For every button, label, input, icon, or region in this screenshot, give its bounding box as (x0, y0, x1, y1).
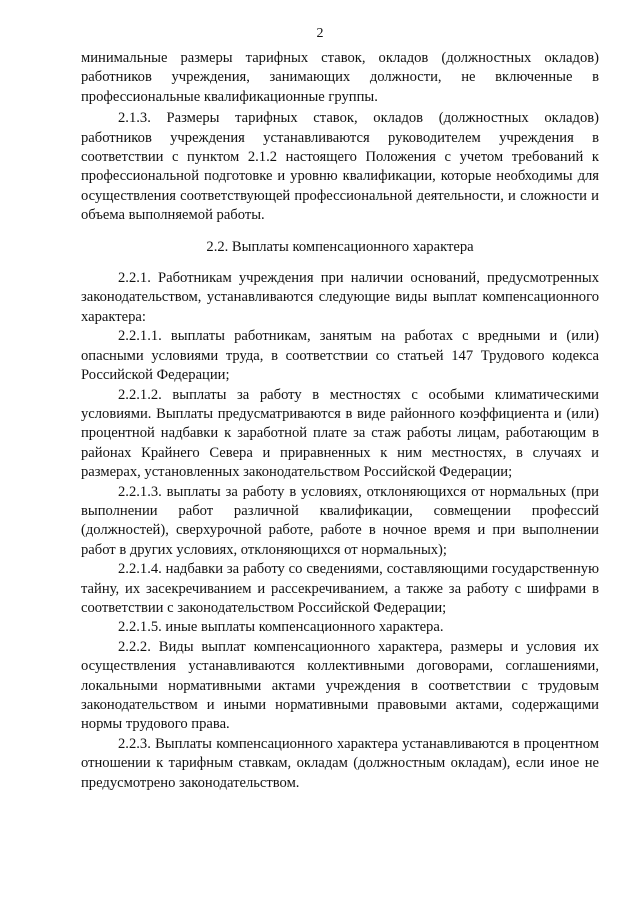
paragraph-2-2-1-3: 2.2.1.3. выплаты за работу в условиях, отклоняющихся от нормальных (при выполнении работ различной квалификации, совмещении профессий (должностей), сверхурочной работе, работе в ночное время и при выполнении работ в других условиях, отклоняющихся от нормальных); (81, 483, 599, 558)
section-heading: 2.2. Выплаты компенсационного характера (206, 238, 474, 255)
paragraph-2-2-1-1: 2.2.1.1. выплаты работникам, занятым на работах с вредными и (или) опасными условиями труда, в соответствии со статьей 147 Трудового кодекса Российской Федерации; (81, 328, 599, 384)
paragraph-2-2-1-2: 2.2.1.2. выплаты за работу в местностях с особыми климатическими условиями. Выплаты предусматриваются в виде районного коэффициента и (или) процентной надбавки к заработной плате за стаж работы лицам, работающим в районах Крайнего Севера и приравненных к ним местностях, в случаях и размерах, установленных законодательством Российской Федерации; (81, 386, 599, 481)
paragraph-2-2-1-5: 2.2.1.5. иные выплаты компенсационного характера. (118, 619, 444, 636)
paragraph-2-1-3: 2.1.3. Размеры тарифных ставок, окладов (должностных окладов) работников учреждения устанавливаются руководителем учреждения в соответствии с пунктом 2.1.2 настоящего Положения с учетом требований к профессиональной подготовке и уровню квалификации, которые необходимы для осуществления соответствующей профессиональной деятельности, и сложности и объема выполняемой работы. (81, 110, 599, 224)
page-number: 2 (316, 26, 324, 41)
document-body (81, 49, 599, 793)
paragraph-2-2-2: 2.2.2. Виды выплат компенсационного характера, размеры и условия их осуществления устанавливаются коллективными договорами, соглашениями, локальными нормативными актами учреждения в соответствии с трудовым законодательством и иными нормативными правовыми актами, содержащими нормы трудового права. (81, 638, 599, 733)
paragraph-2-2-1-4: 2.2.1.4. надбавки за работу со сведениями, составляющими государственную тайну, их засекречиванием и рассекречиванием, а также за работу с шифрами в соответствии с законодательством Российской Федерации; (81, 561, 599, 616)
paragraph-2-2-3: 2.2.3. Выплаты компенсационного характера устанавливаются в процентном отношении к тарифным ставкам, окладам (должностным окладам), если иное не предусмотрено законодательством. (81, 735, 599, 791)
paragraph-continuation: минимальные размеры тарифных ставок, окладов (должностных окладов) работников учреждения, занимающих должности, не включенные в профессиональные квалификационные группы. (81, 50, 599, 105)
paragraph-2-2-1: 2.2.1. Работникам учреждения при наличии оснований, предусмотренных законодательством, устанавливаются следующие виды выплат компенсационного характера: (81, 270, 599, 325)
